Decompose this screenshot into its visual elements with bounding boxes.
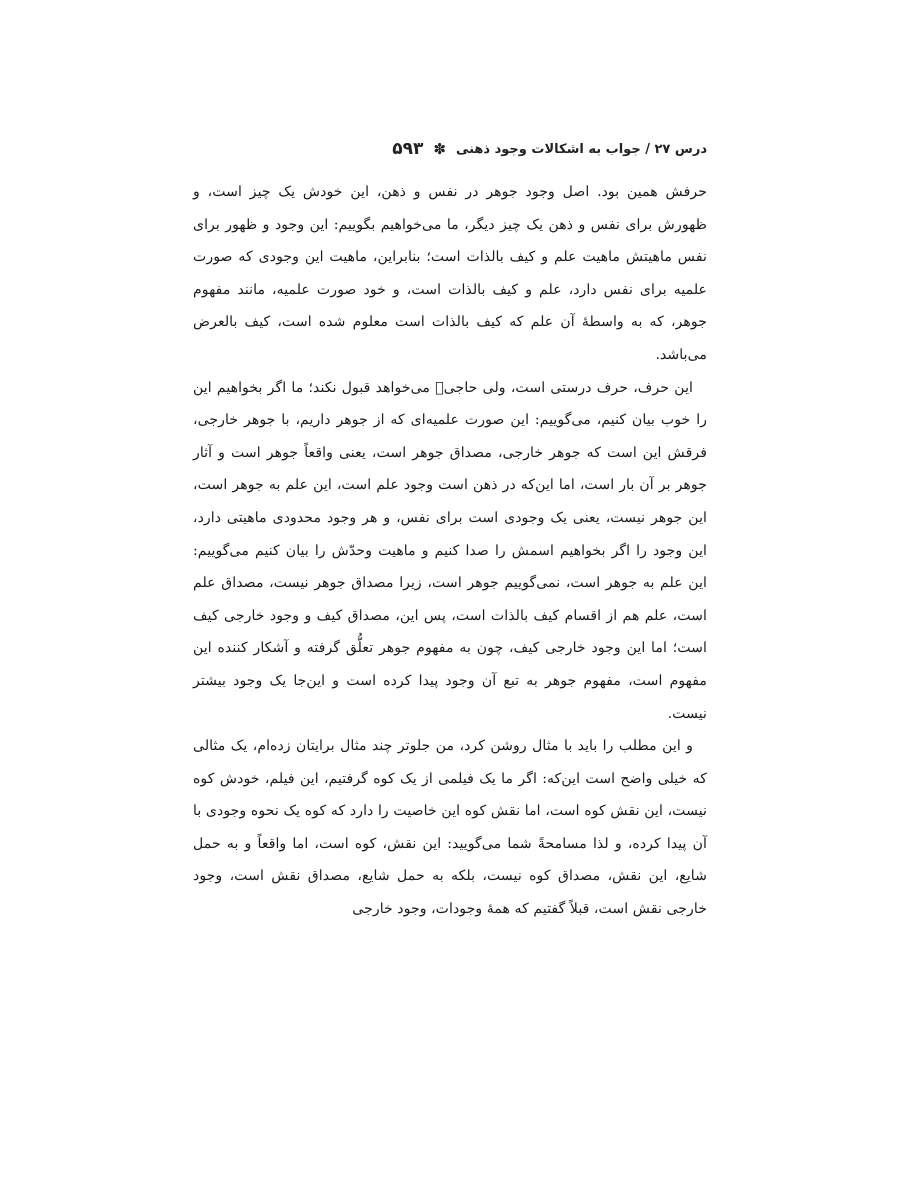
paragraph-1: حرفش همین بود. اصل وجود جوهر در نفس و ذهن، این خودش یک چیز است، و ظهورش برای نفس و ذهن یک چیز دیگر، ما می‌خواهیم بگوییم: این وجود و ظهور برای نفس ماهیتش ماهیت علم و کیف بالذات است؛ بنابراین، ماهیت این وجودی که صورت علمیه برای نفس دارد، علم و کیف بالذات است، و خود صورت علمیه، مانند مفهوم جوهر، که به واسطهٔ آن علم که کیف بالذات است معلوم شده است، کیف بالعرض می‌باشد. [193,184,707,363]
page-number: ۵۹۳ [392,139,424,159]
paragraph-2: این حرف، حرف درستی است، ولی حاجی﷫ می‌خواهد قبول نکند؛ ما اگر بخواهیم این را خوب بیان کنیم، می‌گوییم: این صورت علمیه‌ای که از جوهر داریم، با جوهر خارجی، فرقش این است که جوهر خارجی، مصداق جوهر است، یعنی واقعاً جوهر است و آثار جوهر بر آن بار است، اما این‌که در ذهن است وجود علم است، این علم به جوهر است، این جوهر نیست، یعنی یک وجودی است برای نفس، و هر وجود محدودی ماهیتی دارد، این وجود را اگر بخواهیم اسمش را صدا کنیم و ماهیت وحدّش را بیان کنیم می‌گوییم: این علم به جوهر است، نمی‌گوییم جوهر است، زیرا مصداق جوهر نیست، مصداق علم است، علم هم از اقسام کیف بالذات است، پس این، مصداق کیف و وجود خارجی کیف است؛ اما این وجود خارجی کیف، چون به مفهوم جوهر تعلُّق گرفته و آشکار کننده این مفهوم است، مفهوم جوهر به تبع آن وجود پیدا کرده است و این‌جا یک وجود بیشتر نیست. [193,379,707,722]
chapter-title: درس ۲۷ / جواب به اشکالات وجود ذهنی [455,141,707,157]
flower-ornament-icon: ✽ [433,139,446,158]
paragraph-3: و این مطلب را باید با مثال روشن کرد، من جلوتر چند مثال برایتان زده‌ام، یک مثالی که خیلی واضح است این‌که: اگر ما یک فیلمی از یک کوه گرفتیم، این فیلم، خودش کوه نیست، این نقش کوه است، اما نقش کوه این خاصیت را دارد که کوه یک نحوه وجودی با آن پیدا کرده، و لذا مسامحةً شما می‌گویید: این نقش، کوه است، اما واقعاً و به حمل شایع، این نقش، مصداق کوه نیست، بلکه به حمل شایع، مصداق نقش است، وجود خارجی نقش است، قبلاً گفتیم که همهٔ وجودات، وجود خارجی [193,738,707,918]
running-head [193,137,707,161]
body-text [193,176,707,926]
